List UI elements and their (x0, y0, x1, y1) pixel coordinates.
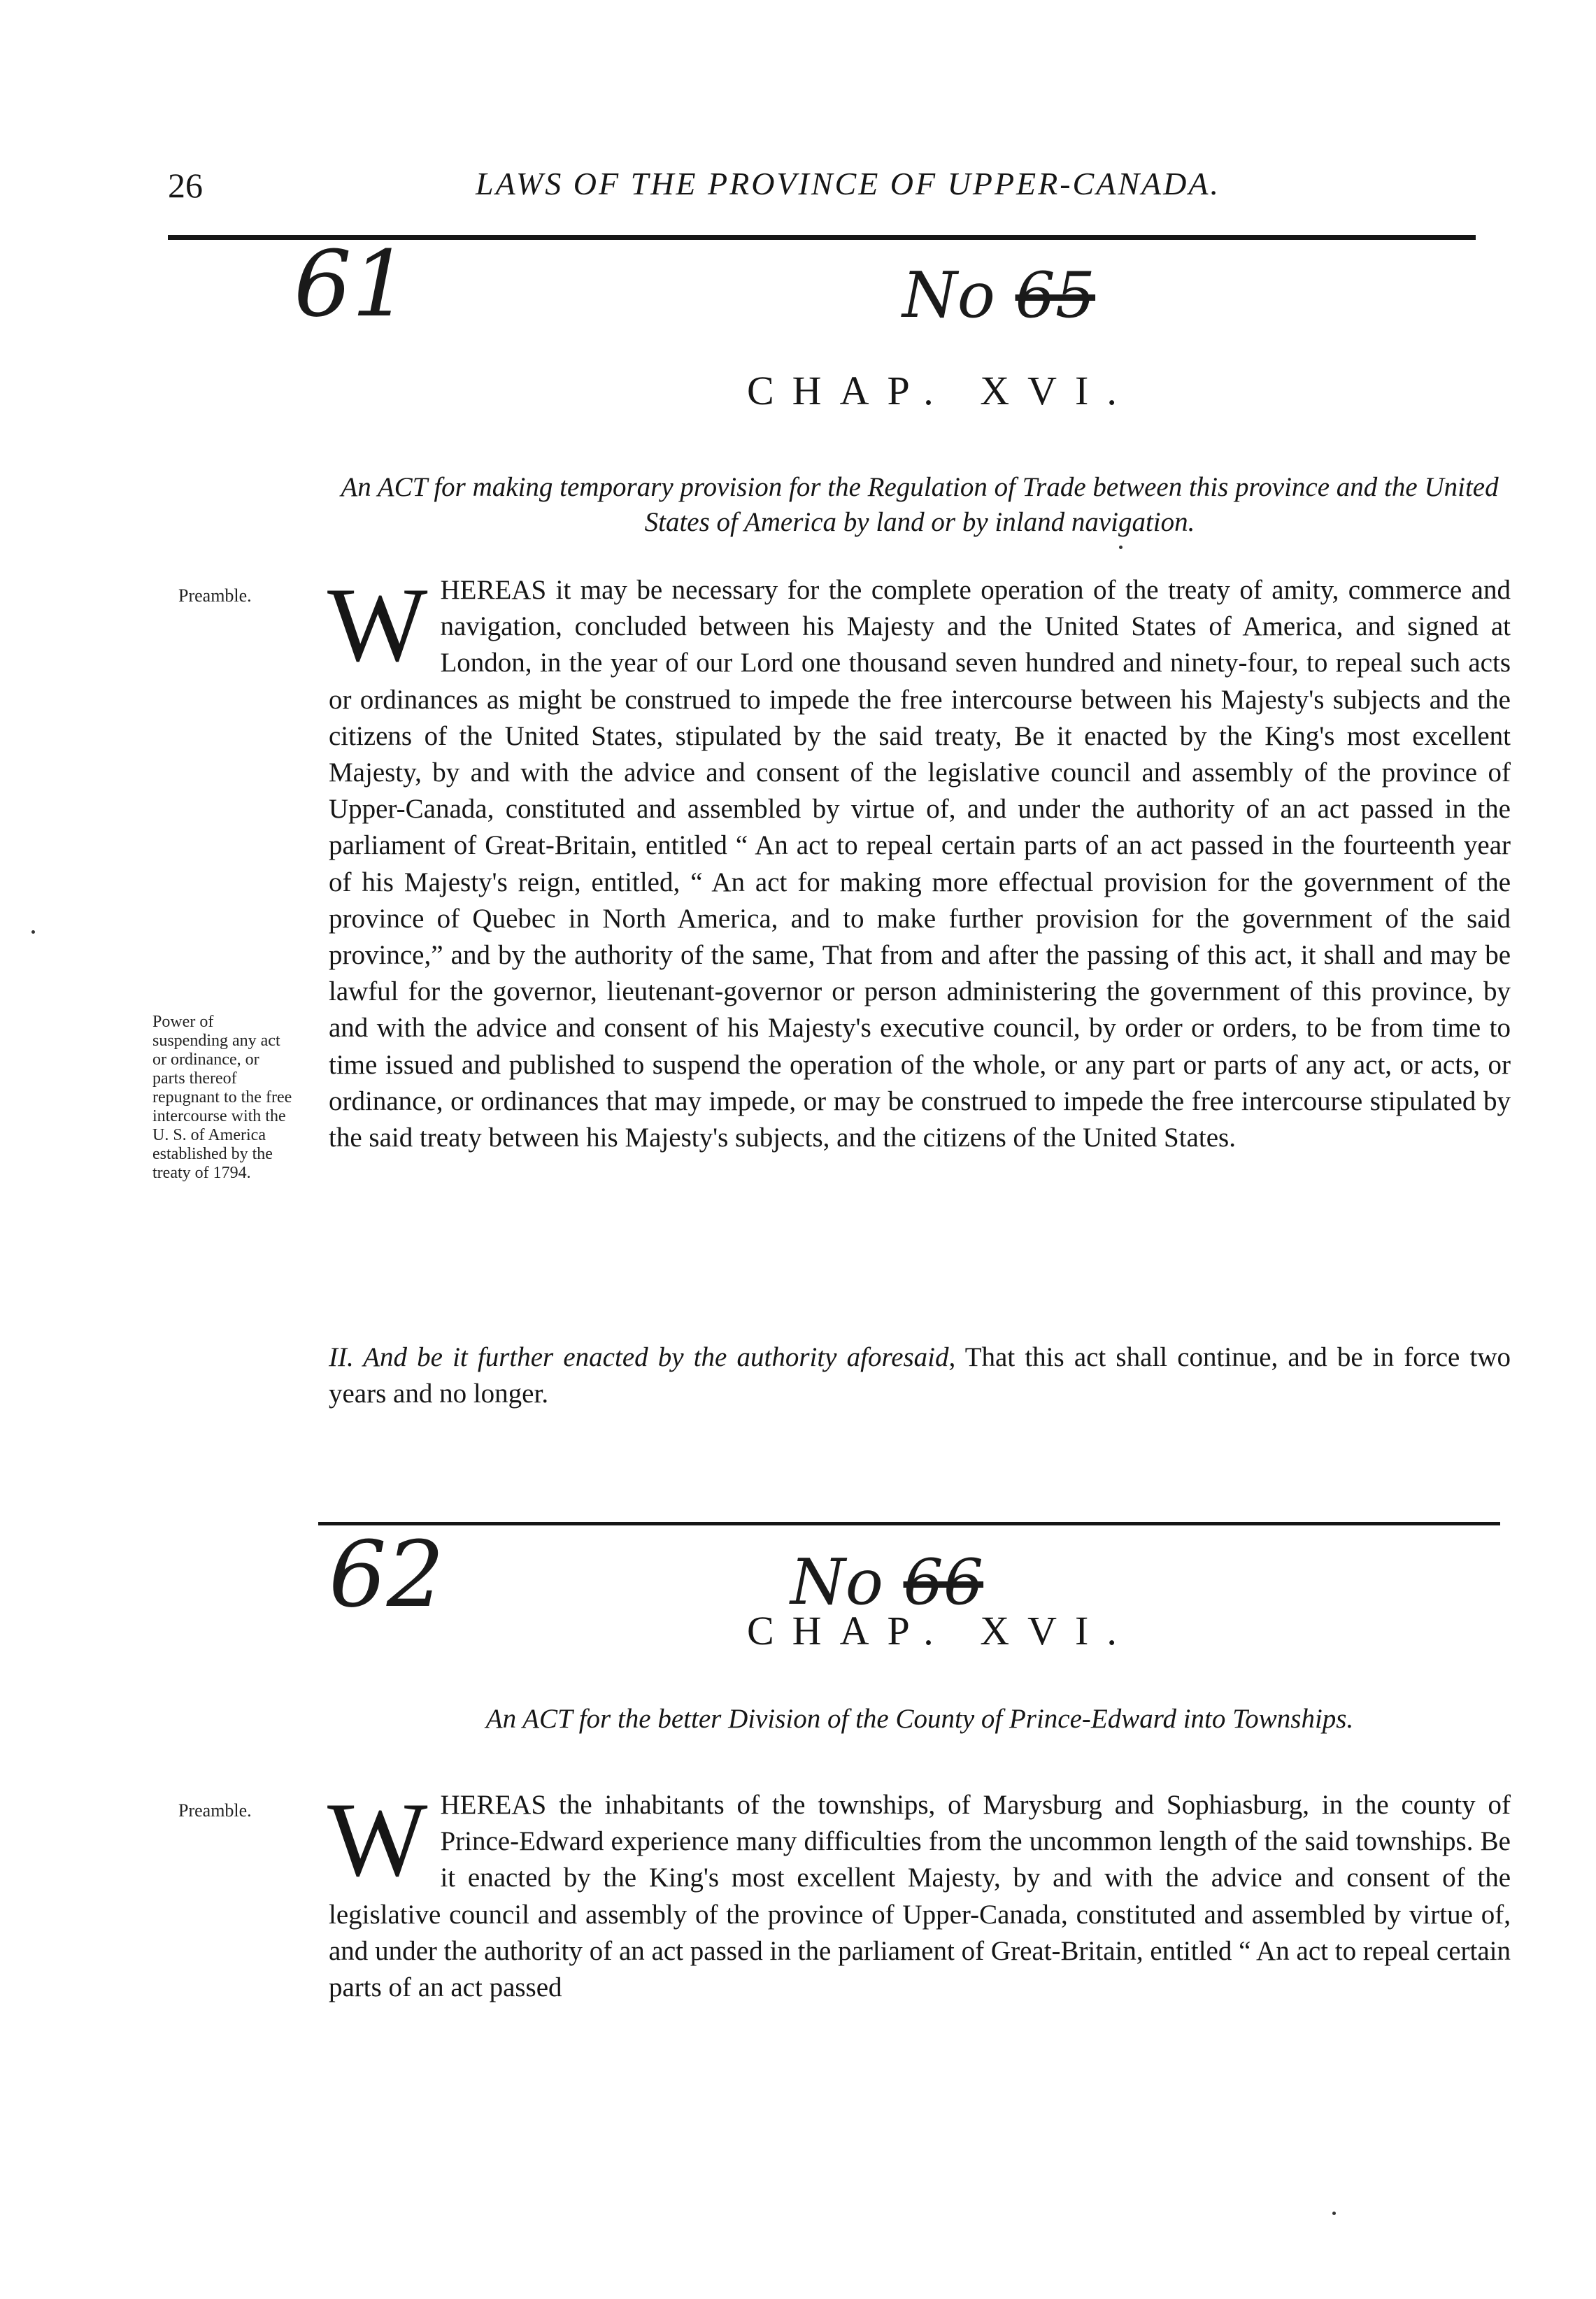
section-two-lead: II. And be it further enacted by the authority aforesaid, (329, 1342, 956, 1372)
handwritten-ref-prefix: No (790, 1546, 883, 1619)
running-head (168, 162, 1469, 218)
section-two-text: That this act shall continue, and be in force two years and no longer. (329, 1342, 1511, 1409)
chapter-separator-rule (318, 1522, 1500, 1525)
margin-note: Power of suspending any act or ordinance, or parts thereof repugnant to the free intercourse with the U. S. of America established by the treaty of 1794. (152, 1013, 292, 1182)
drop-cap: W (327, 566, 428, 683)
body-text: HEREAS it may be necessary for the complete operation of the treaty of amity, commerce and navigation, concluded between his Majesty and the United States of America, and signed at London, in the year of our Lord one thousand seven hundred and ninety-four, to repeal such acts or ordinances as might be construed to impede the free intercourse between his Majesty's subjects and the citizens of the United States, stipulated by the said treaty, Be it enacted by the King's most excellent Majesty, by and with the advice and consent of the legislative council and assembly of the province of Upper-Canada, constituted and assembled by virtue of, and under the authority of an act passed in the parliament of Great-Britain, entitled “ An act to repeal certain parts of an act passed in the fourteenth year of his Majesty's reign, entitled, “ An act for making more effectual provision for the government of the province of Quebec in North America, and to make further provision for the government of the said province,” and by the authority of the same, That from and after the passing of this act, it shall and may be lawful for the governor, lieutenant-governor or person administering the government of this province, by and with the advice and consent of his Majesty's executive council, by order or orders, to be from time to time issued and published to suspend the operation of the whole, or any part or parts of any act, or acts, or ordinance, or ordinances that may impede, or may be construed to impede the free intercourse stipulated by the said treaty between his Majesty's subjects, and the citizens of the United States. (329, 575, 1511, 1153)
act-title: An ACT for the better Division of the County of Prince-Edward into Townships. (485, 1704, 1354, 1734)
chapter-heading: CHAP. XVI. (747, 1608, 1135, 1653)
margin-preamble: Preamble. (178, 585, 252, 606)
page-number: 26 (168, 166, 203, 205)
scan-speck (31, 930, 35, 934)
handwritten-ref-struck: 66 (903, 1546, 984, 1619)
handwritten-reference (902, 259, 1095, 332)
handwritten-ref-struck: 65 (1015, 259, 1096, 332)
act-body (327, 566, 1511, 1156)
chapter-heading: CHAP. XVI. (747, 368, 1135, 413)
margin-preamble: Preamble. (178, 1800, 252, 1821)
section-two (329, 1339, 1511, 1412)
body-text: HEREAS the inhabitants of the townships, of Marysburg and Sophiasburg, in the county of Prince-Edward experience many difficulties from the uncommon length of the said townships. Be it enacted by the King's most excellent Majesty, by and with the advice and consent of the legislative council and assembly of the province of Upper-Canada, constituted and assembled by virtue of, and under the authority of an act passed in the parliament of Great-Britain, entitled “ An act to repeal certain parts of an act passed (329, 1790, 1511, 2003)
handwritten-number: 61 (294, 231, 410, 337)
scan-speck (1119, 546, 1123, 549)
handwritten-ref-prefix: No (902, 259, 995, 332)
handwritten-number: 62 (329, 1521, 445, 1628)
drop-cap: W (327, 1781, 428, 1898)
act-body (327, 1781, 1511, 2006)
act-title: An ACT for making temporary provision for the Regulation of Trade between this province and the United States of America by land or by inland navigation. (341, 472, 1499, 537)
running-title: LAWS OF THE PROVINCE OF UPPER-CANADA. (476, 166, 1220, 201)
scan-speck (1332, 2212, 1336, 2215)
